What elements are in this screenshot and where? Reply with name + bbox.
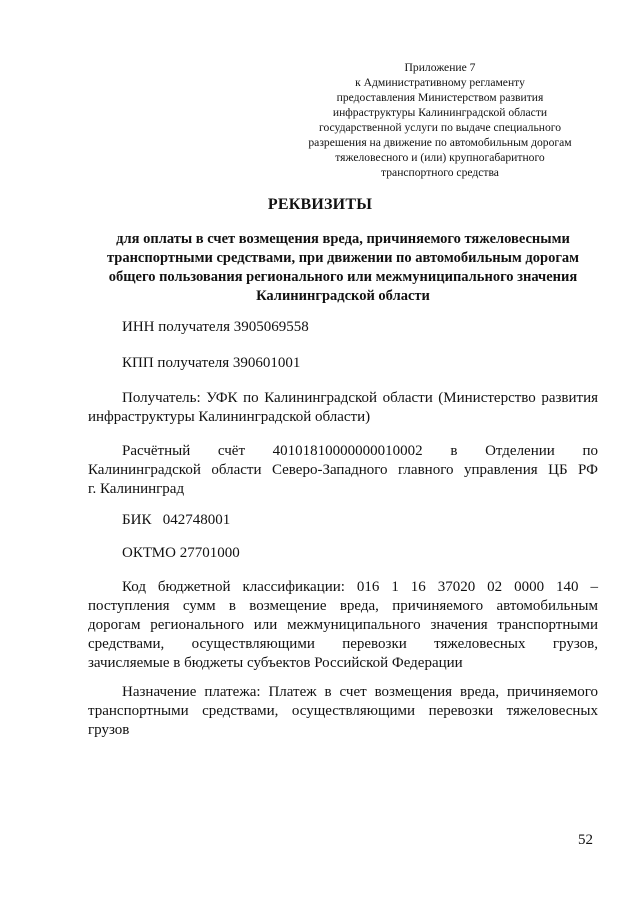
oktmo-line: ОКТМО 27701000: [122, 545, 240, 561]
bik-line: БИК 042748001: [122, 512, 231, 528]
account-paragraph: [88, 442, 598, 499]
subtitle-line: для оплаты в счет возмещения вреда, причиняемого тяжеловесными: [116, 231, 570, 247]
kbk-line: Код бюджетной классификации: 016 1 16 37020 02 0000 140 –: [122, 579, 598, 595]
kbk-line: средствами, осуществляющими перевозки тяжеловесных грузов,: [88, 636, 598, 652]
purpose-paragraph: [88, 683, 598, 740]
subtitle-line: общего пользования регионального или межмуниципального значения: [108, 269, 578, 285]
kpp-line: КПП получателя 390601001: [122, 355, 301, 371]
purpose-line: грузов: [88, 722, 130, 738]
subtitle-line: Калининградской области: [256, 288, 430, 304]
page-number: 52: [578, 832, 593, 848]
appendix-line: Приложение 7: [404, 61, 476, 74]
account-line: Расчётный счёт 40101810000000010002 в Отделении по: [122, 443, 598, 459]
kpp-paragraph: [88, 354, 598, 373]
kbk-line: поступления сумм в возмещение вреда, причиняемого автомобильным: [88, 598, 598, 614]
bik-paragraph: [88, 511, 598, 530]
appendix-line: тяжеловесного и (или) крупногабаритного: [335, 151, 545, 164]
appendix-line: государственной услуги по выдаче специального: [318, 121, 562, 134]
recipient-line: Получатель: УФК по Калининградской области (Министерство развития: [122, 390, 598, 406]
account-line: г. Калининград: [88, 481, 185, 497]
recipient-paragraph: [88, 389, 598, 427]
inn-paragraph: [88, 318, 598, 337]
inn-line: ИНН получателя 3905069558: [122, 319, 309, 335]
appendix-line: предоставления Министерством развития: [336, 91, 544, 104]
kbk-line: зачисляемые в бюджеты субъектов Российской Федерации: [88, 655, 463, 671]
oktmo-paragraph: [88, 544, 598, 563]
kbk-paragraph: [88, 578, 598, 673]
appendix-line: транспортного средства: [381, 166, 499, 179]
account-line: Калининградской области Северо-Западного главного управления ЦБ РФ: [88, 462, 598, 478]
appendix-line: инфраструктуры Калининградской области: [332, 106, 548, 119]
document-title: РЕКВИЗИТЫ: [267, 196, 373, 213]
appendix-line: к Административному регламенту: [355, 76, 525, 89]
kbk-line: дорогам регионального или межмуниципального значения транспортными: [88, 617, 598, 633]
purpose-line: Назначение платежа: Платеж в счет возмещения вреда, причиняемого: [122, 684, 598, 700]
document-subtitle: [88, 230, 598, 306]
purpose-line: транспортными средствами, осуществляющими перевозки тяжеловесных: [88, 703, 598, 719]
appendix-line: разрешения на движение по автомобильным дорогам: [308, 136, 572, 149]
appendix-header: [290, 60, 590, 180]
recipient-line: инфраструктуры Калининградской области): [88, 409, 371, 425]
subtitle-line: транспортными средствами, при движении по автомобильным дорогам: [106, 250, 580, 266]
